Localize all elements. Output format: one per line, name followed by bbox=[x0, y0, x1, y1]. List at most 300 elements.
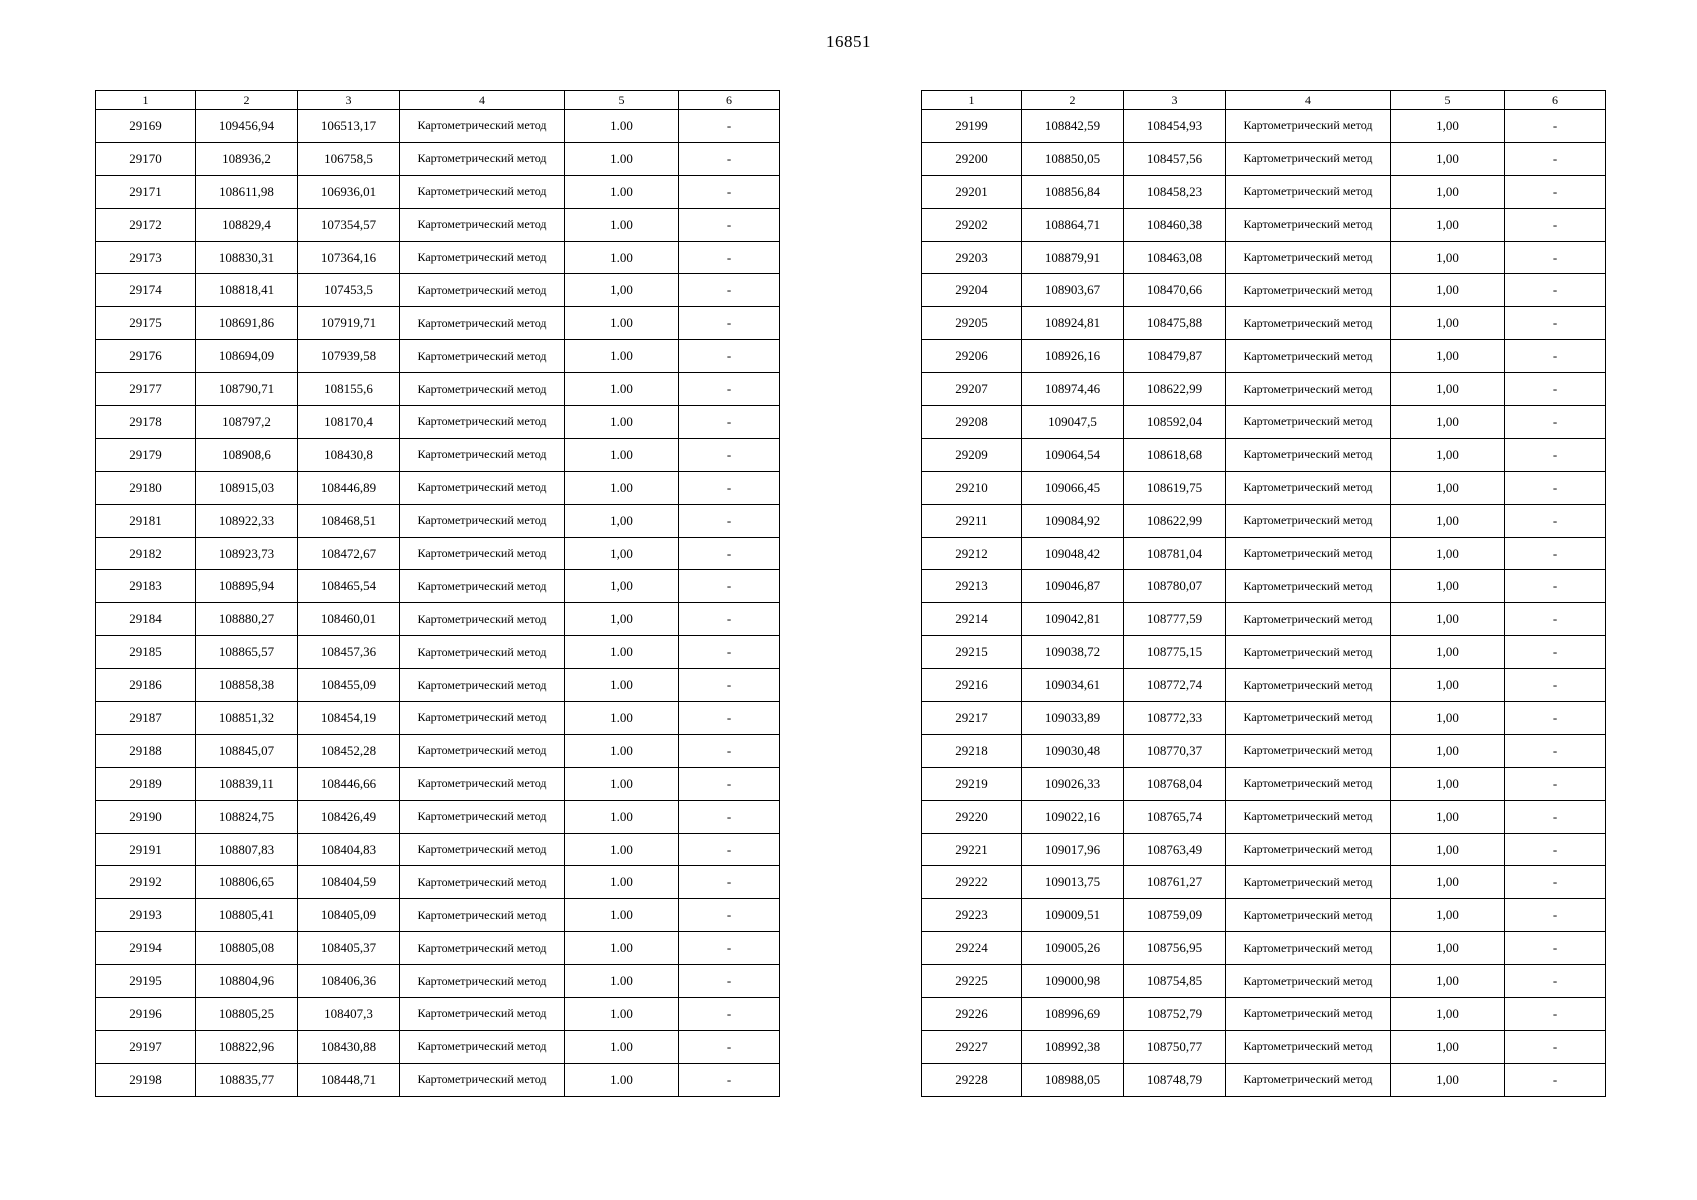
y-coordinate-cell: 108777,59 bbox=[1124, 603, 1226, 636]
point-number-cell: 29180 bbox=[96, 471, 196, 504]
point-number-cell: 29194 bbox=[96, 932, 196, 965]
note-cell: - bbox=[679, 406, 780, 439]
point-number-cell: 29205 bbox=[922, 307, 1022, 340]
x-coordinate-cell: 108850,05 bbox=[1022, 142, 1124, 175]
accuracy-cell: 1.00 bbox=[565, 142, 679, 175]
table-header bbox=[922, 91, 1606, 110]
accuracy-cell: 1,00 bbox=[1391, 110, 1505, 143]
note-cell: - bbox=[1505, 373, 1606, 406]
table-row bbox=[96, 110, 780, 143]
method-cell: Картометрический метод bbox=[1226, 274, 1391, 307]
x-coordinate-cell: 109046,87 bbox=[1022, 570, 1124, 603]
y-coordinate-cell: 108770,37 bbox=[1124, 734, 1226, 767]
accuracy-cell: 1.00 bbox=[565, 800, 679, 833]
table-row bbox=[96, 307, 780, 340]
accuracy-cell: 1,00 bbox=[1391, 208, 1505, 241]
note-cell: - bbox=[1505, 175, 1606, 208]
table-row bbox=[96, 702, 780, 735]
y-coordinate-cell: 108406,36 bbox=[298, 965, 400, 998]
accuracy-cell: 1.00 bbox=[565, 767, 679, 800]
column-header-4: 4 bbox=[400, 91, 565, 110]
point-number-cell: 29185 bbox=[96, 636, 196, 669]
x-coordinate-cell: 109042,81 bbox=[1022, 603, 1124, 636]
y-coordinate-cell: 108463,08 bbox=[1124, 241, 1226, 274]
accuracy-cell: 1,00 bbox=[1391, 702, 1505, 735]
method-cell: Картометрический метод bbox=[400, 800, 565, 833]
x-coordinate-cell: 108691,86 bbox=[196, 307, 298, 340]
method-cell: Картометрический метод bbox=[400, 142, 565, 175]
table-row bbox=[922, 438, 1606, 471]
method-cell: Картометрический метод bbox=[400, 833, 565, 866]
point-number-cell: 29176 bbox=[96, 340, 196, 373]
x-coordinate-cell: 108804,96 bbox=[196, 965, 298, 998]
table-row bbox=[922, 603, 1606, 636]
accuracy-cell: 1.00 bbox=[565, 833, 679, 866]
accuracy-cell: 1.00 bbox=[565, 1030, 679, 1063]
note-cell: - bbox=[1505, 142, 1606, 175]
note-cell: - bbox=[1505, 406, 1606, 439]
y-coordinate-cell: 108448,71 bbox=[298, 1063, 400, 1096]
x-coordinate-cell: 108806,65 bbox=[196, 866, 298, 899]
y-coordinate-cell: 108775,15 bbox=[1124, 636, 1226, 669]
x-coordinate-cell: 108879,91 bbox=[1022, 241, 1124, 274]
y-coordinate-cell: 108768,04 bbox=[1124, 767, 1226, 800]
table-row bbox=[96, 603, 780, 636]
x-coordinate-cell: 108829,4 bbox=[196, 208, 298, 241]
table-row bbox=[96, 866, 780, 899]
column-header-6: 6 bbox=[1505, 91, 1606, 110]
note-cell: - bbox=[1505, 340, 1606, 373]
table-row bbox=[922, 702, 1606, 735]
x-coordinate-cell: 108936,2 bbox=[196, 142, 298, 175]
x-coordinate-cell: 108895,94 bbox=[196, 570, 298, 603]
point-number-cell: 29221 bbox=[922, 833, 1022, 866]
table-row bbox=[96, 340, 780, 373]
point-number-cell: 29193 bbox=[96, 899, 196, 932]
accuracy-cell: 1,00 bbox=[1391, 537, 1505, 570]
x-coordinate-cell: 108926,16 bbox=[1022, 340, 1124, 373]
point-number-cell: 29189 bbox=[96, 767, 196, 800]
point-number-cell: 29187 bbox=[96, 702, 196, 735]
method-cell: Картометрический метод bbox=[400, 340, 565, 373]
point-number-cell: 29177 bbox=[96, 373, 196, 406]
accuracy-cell: 1,00 bbox=[1391, 504, 1505, 537]
table-row bbox=[96, 142, 780, 175]
method-cell: Картометрический метод bbox=[1226, 734, 1391, 767]
column-header-6: 6 bbox=[679, 91, 780, 110]
y-coordinate-cell: 108754,85 bbox=[1124, 965, 1226, 998]
point-number-cell: 29191 bbox=[96, 833, 196, 866]
method-cell: Картометрический метод bbox=[1226, 504, 1391, 537]
note-cell: - bbox=[1505, 1063, 1606, 1096]
point-number-cell: 29181 bbox=[96, 504, 196, 537]
method-cell: Картометрический метод bbox=[1226, 241, 1391, 274]
table-row bbox=[96, 767, 780, 800]
accuracy-cell: 1,00 bbox=[1391, 570, 1505, 603]
table-row bbox=[922, 142, 1606, 175]
y-coordinate-cell: 108454,93 bbox=[1124, 110, 1226, 143]
x-coordinate-cell: 108824,75 bbox=[196, 800, 298, 833]
note-cell: - bbox=[1505, 899, 1606, 932]
table-row bbox=[96, 570, 780, 603]
y-coordinate-cell: 108748,79 bbox=[1124, 1063, 1226, 1096]
table-header bbox=[96, 91, 780, 110]
note-cell: - bbox=[679, 471, 780, 504]
table-row bbox=[96, 734, 780, 767]
y-coordinate-cell: 108405,09 bbox=[298, 899, 400, 932]
note-cell: - bbox=[679, 767, 780, 800]
accuracy-cell: 1,00 bbox=[1391, 406, 1505, 439]
y-coordinate-cell: 108752,79 bbox=[1124, 998, 1226, 1031]
x-coordinate-cell: 108923,73 bbox=[196, 537, 298, 570]
x-coordinate-cell: 108851,32 bbox=[196, 702, 298, 735]
y-coordinate-cell: 108405,37 bbox=[298, 932, 400, 965]
accuracy-cell: 1,00 bbox=[1391, 800, 1505, 833]
accuracy-cell: 1,00 bbox=[1391, 307, 1505, 340]
method-cell: Картометрический метод bbox=[400, 1030, 565, 1063]
column-header-4: 4 bbox=[1226, 91, 1391, 110]
table-row bbox=[922, 406, 1606, 439]
y-coordinate-cell: 108472,67 bbox=[298, 537, 400, 570]
table-row bbox=[922, 932, 1606, 965]
note-cell: - bbox=[1505, 504, 1606, 537]
accuracy-cell: 1,00 bbox=[1391, 998, 1505, 1031]
note-cell: - bbox=[679, 932, 780, 965]
method-cell: Картометрический метод bbox=[1226, 175, 1391, 208]
accuracy-cell: 1.00 bbox=[565, 636, 679, 669]
header-row bbox=[96, 91, 780, 110]
table-row bbox=[96, 504, 780, 537]
method-cell: Картометрический метод bbox=[1226, 932, 1391, 965]
method-cell: Картометрический метод bbox=[400, 734, 565, 767]
note-cell: - bbox=[1505, 438, 1606, 471]
note-cell: - bbox=[1505, 603, 1606, 636]
table-row bbox=[96, 1063, 780, 1096]
column-header-2: 2 bbox=[196, 91, 298, 110]
x-coordinate-cell: 108856,84 bbox=[1022, 175, 1124, 208]
table-row bbox=[96, 373, 780, 406]
point-number-cell: 29197 bbox=[96, 1030, 196, 1063]
method-cell: Картометрический метод bbox=[1226, 998, 1391, 1031]
y-coordinate-cell: 107364,16 bbox=[298, 241, 400, 274]
y-coordinate-cell: 106936,01 bbox=[298, 175, 400, 208]
table-row bbox=[922, 669, 1606, 702]
note-cell: - bbox=[679, 438, 780, 471]
column-header-5: 5 bbox=[565, 91, 679, 110]
column-header-1: 1 bbox=[96, 91, 196, 110]
point-number-cell: 29218 bbox=[922, 734, 1022, 767]
y-coordinate-cell: 108772,74 bbox=[1124, 669, 1226, 702]
point-number-cell: 29215 bbox=[922, 636, 1022, 669]
y-coordinate-cell: 108430,88 bbox=[298, 1030, 400, 1063]
x-coordinate-cell: 108797,2 bbox=[196, 406, 298, 439]
table-row bbox=[922, 175, 1606, 208]
method-cell: Картометрический метод bbox=[1226, 800, 1391, 833]
method-cell: Картометрический метод bbox=[1226, 570, 1391, 603]
x-coordinate-cell: 108845,07 bbox=[196, 734, 298, 767]
x-coordinate-cell: 108830,31 bbox=[196, 241, 298, 274]
y-coordinate-cell: 108470,66 bbox=[1124, 274, 1226, 307]
point-number-cell: 29209 bbox=[922, 438, 1022, 471]
table-row bbox=[922, 734, 1606, 767]
accuracy-cell: 1.00 bbox=[565, 734, 679, 767]
method-cell: Картометрический метод bbox=[400, 175, 565, 208]
note-cell: - bbox=[679, 142, 780, 175]
table-row bbox=[922, 965, 1606, 998]
y-coordinate-cell: 108475,88 bbox=[1124, 307, 1226, 340]
method-cell: Картометрический метод bbox=[1226, 438, 1391, 471]
method-cell: Картометрический метод bbox=[1226, 537, 1391, 570]
point-number-cell: 29217 bbox=[922, 702, 1022, 735]
method-cell: Картометрический метод bbox=[400, 471, 565, 504]
accuracy-cell: 1,00 bbox=[1391, 1063, 1505, 1096]
x-coordinate-cell: 108694,09 bbox=[196, 340, 298, 373]
table-row bbox=[922, 1063, 1606, 1096]
x-coordinate-cell: 108839,11 bbox=[196, 767, 298, 800]
x-coordinate-cell: 108805,08 bbox=[196, 932, 298, 965]
table-row bbox=[922, 471, 1606, 504]
x-coordinate-cell: 108858,38 bbox=[196, 669, 298, 702]
accuracy-cell: 1.00 bbox=[565, 406, 679, 439]
x-coordinate-cell: 109456,94 bbox=[196, 110, 298, 143]
note-cell: - bbox=[679, 1030, 780, 1063]
point-number-cell: 29196 bbox=[96, 998, 196, 1031]
note-cell: - bbox=[1505, 669, 1606, 702]
point-number-cell: 29204 bbox=[922, 274, 1022, 307]
table-row bbox=[922, 274, 1606, 307]
x-coordinate-cell: 109048,42 bbox=[1022, 537, 1124, 570]
y-coordinate-cell: 108460,01 bbox=[298, 603, 400, 636]
method-cell: Картометрический метод bbox=[400, 932, 565, 965]
note-cell: - bbox=[1505, 208, 1606, 241]
table-row bbox=[922, 307, 1606, 340]
y-coordinate-cell: 108622,99 bbox=[1124, 373, 1226, 406]
accuracy-cell: 1.00 bbox=[565, 965, 679, 998]
point-number-cell: 29201 bbox=[922, 175, 1022, 208]
table-row bbox=[922, 767, 1606, 800]
method-cell: Картометрический метод bbox=[1226, 340, 1391, 373]
point-number-cell: 29224 bbox=[922, 932, 1022, 965]
note-cell: - bbox=[1505, 1030, 1606, 1063]
header-row bbox=[922, 91, 1606, 110]
table-row bbox=[96, 406, 780, 439]
method-cell: Картометрический метод bbox=[400, 406, 565, 439]
column-header-2: 2 bbox=[1022, 91, 1124, 110]
note-cell: - bbox=[679, 866, 780, 899]
table-row bbox=[96, 965, 780, 998]
point-number-cell: 29228 bbox=[922, 1063, 1022, 1096]
method-cell: Картометрический метод bbox=[1226, 866, 1391, 899]
method-cell: Картометрический метод bbox=[400, 110, 565, 143]
table-row bbox=[96, 669, 780, 702]
y-coordinate-cell: 108772,33 bbox=[1124, 702, 1226, 735]
method-cell: Картометрический метод bbox=[1226, 669, 1391, 702]
table-row bbox=[96, 274, 780, 307]
method-cell: Картометрический метод bbox=[400, 603, 565, 636]
x-coordinate-cell: 109047,5 bbox=[1022, 406, 1124, 439]
x-coordinate-cell: 108611,98 bbox=[196, 175, 298, 208]
point-number-cell: 29220 bbox=[922, 800, 1022, 833]
x-coordinate-cell: 109000,98 bbox=[1022, 965, 1124, 998]
note-cell: - bbox=[1505, 570, 1606, 603]
y-coordinate-cell: 108426,49 bbox=[298, 800, 400, 833]
table-body bbox=[96, 110, 780, 1097]
method-cell: Картометрический метод bbox=[400, 669, 565, 702]
accuracy-cell: 1.00 bbox=[565, 438, 679, 471]
table-row bbox=[96, 800, 780, 833]
table-row bbox=[96, 438, 780, 471]
table-row bbox=[96, 208, 780, 241]
accuracy-cell: 1,00 bbox=[1391, 833, 1505, 866]
accuracy-cell: 1,00 bbox=[565, 537, 679, 570]
y-coordinate-cell: 108756,95 bbox=[1124, 932, 1226, 965]
point-number-cell: 29192 bbox=[96, 866, 196, 899]
y-coordinate-cell: 108404,59 bbox=[298, 866, 400, 899]
y-coordinate-cell: 108404,83 bbox=[298, 833, 400, 866]
y-coordinate-cell: 108618,68 bbox=[1124, 438, 1226, 471]
note-cell: - bbox=[1505, 998, 1606, 1031]
point-number-cell: 29174 bbox=[96, 274, 196, 307]
accuracy-cell: 1,00 bbox=[1391, 603, 1505, 636]
table-row bbox=[922, 373, 1606, 406]
table-body bbox=[922, 110, 1606, 1097]
method-cell: Картометрический метод bbox=[400, 767, 565, 800]
point-number-cell: 29182 bbox=[96, 537, 196, 570]
point-number-cell: 29227 bbox=[922, 1030, 1022, 1063]
point-number-cell: 29200 bbox=[922, 142, 1022, 175]
method-cell: Картометрический метод bbox=[1226, 965, 1391, 998]
y-coordinate-cell: 108452,28 bbox=[298, 734, 400, 767]
y-coordinate-cell: 108455,09 bbox=[298, 669, 400, 702]
accuracy-cell: 1.00 bbox=[565, 340, 679, 373]
column-header-3: 3 bbox=[1124, 91, 1226, 110]
page-number: 16851 bbox=[826, 32, 871, 51]
method-cell: Картометрический метод bbox=[1226, 471, 1391, 504]
note-cell: - bbox=[679, 373, 780, 406]
method-cell: Картометрический метод bbox=[400, 504, 565, 537]
note-cell: - bbox=[679, 800, 780, 833]
y-coordinate-cell: 108465,54 bbox=[298, 570, 400, 603]
x-coordinate-cell: 108880,27 bbox=[196, 603, 298, 636]
point-number-cell: 29199 bbox=[922, 110, 1022, 143]
method-cell: Картометрический метод bbox=[1226, 636, 1391, 669]
table-row bbox=[96, 1030, 780, 1063]
y-coordinate-cell: 108750,77 bbox=[1124, 1030, 1226, 1063]
accuracy-cell: 1,00 bbox=[1391, 142, 1505, 175]
table-row bbox=[922, 998, 1606, 1031]
x-coordinate-cell: 108922,33 bbox=[196, 504, 298, 537]
note-cell: - bbox=[679, 537, 780, 570]
y-coordinate-cell: 108446,89 bbox=[298, 471, 400, 504]
note-cell: - bbox=[1505, 636, 1606, 669]
method-cell: Картометрический метод bbox=[1226, 899, 1391, 932]
table-row bbox=[922, 110, 1606, 143]
x-coordinate-cell: 109033,89 bbox=[1022, 702, 1124, 735]
point-number-cell: 29212 bbox=[922, 537, 1022, 570]
table-row bbox=[922, 208, 1606, 241]
y-coordinate-cell: 106758,5 bbox=[298, 142, 400, 175]
accuracy-cell: 1.00 bbox=[565, 241, 679, 274]
accuracy-cell: 1,00 bbox=[1391, 175, 1505, 208]
accuracy-cell: 1,00 bbox=[565, 504, 679, 537]
point-number-cell: 29206 bbox=[922, 340, 1022, 373]
method-cell: Картометрический метод bbox=[1226, 373, 1391, 406]
accuracy-cell: 1,00 bbox=[1391, 241, 1505, 274]
accuracy-cell: 1,00 bbox=[565, 570, 679, 603]
point-number-cell: 29172 bbox=[96, 208, 196, 241]
y-coordinate-cell: 108468,51 bbox=[298, 504, 400, 537]
note-cell: - bbox=[1505, 734, 1606, 767]
note-cell: - bbox=[1505, 241, 1606, 274]
table-row bbox=[922, 1030, 1606, 1063]
note-cell: - bbox=[679, 241, 780, 274]
table-row bbox=[96, 471, 780, 504]
coordinates-table-right bbox=[921, 90, 1606, 1097]
x-coordinate-cell: 109066,45 bbox=[1022, 471, 1124, 504]
x-coordinate-cell: 109017,96 bbox=[1022, 833, 1124, 866]
method-cell: Картометрический метод bbox=[1226, 1030, 1391, 1063]
table-row bbox=[96, 833, 780, 866]
accuracy-cell: 1.00 bbox=[565, 471, 679, 504]
point-number-cell: 29171 bbox=[96, 175, 196, 208]
point-number-cell: 29214 bbox=[922, 603, 1022, 636]
point-number-cell: 29219 bbox=[922, 767, 1022, 800]
method-cell: Картометрический метод bbox=[400, 537, 565, 570]
x-coordinate-cell: 109026,33 bbox=[1022, 767, 1124, 800]
method-cell: Картометрический метод bbox=[400, 208, 565, 241]
table-row bbox=[922, 504, 1606, 537]
x-coordinate-cell: 108805,25 bbox=[196, 998, 298, 1031]
note-cell: - bbox=[1505, 932, 1606, 965]
note-cell: - bbox=[679, 208, 780, 241]
note-cell: - bbox=[679, 504, 780, 537]
accuracy-cell: 1,00 bbox=[1391, 438, 1505, 471]
y-coordinate-cell: 108761,27 bbox=[1124, 866, 1226, 899]
y-coordinate-cell: 107453,5 bbox=[298, 274, 400, 307]
accuracy-cell: 1,00 bbox=[565, 274, 679, 307]
table-row bbox=[922, 340, 1606, 373]
table-row bbox=[96, 175, 780, 208]
note-cell: - bbox=[679, 899, 780, 932]
accuracy-cell: 1,00 bbox=[1391, 669, 1505, 702]
y-coordinate-cell: 108454,19 bbox=[298, 702, 400, 735]
table-row bbox=[922, 899, 1606, 932]
y-coordinate-cell: 106513,17 bbox=[298, 110, 400, 143]
method-cell: Картометрический метод bbox=[400, 702, 565, 735]
accuracy-cell: 1,00 bbox=[1391, 932, 1505, 965]
column-header-5: 5 bbox=[1391, 91, 1505, 110]
note-cell: - bbox=[679, 307, 780, 340]
x-coordinate-cell: 108805,41 bbox=[196, 899, 298, 932]
x-coordinate-cell: 108790,71 bbox=[196, 373, 298, 406]
note-cell: - bbox=[1505, 274, 1606, 307]
method-cell: Картометрический метод bbox=[400, 866, 565, 899]
table-row bbox=[96, 899, 780, 932]
point-number-cell: 29211 bbox=[922, 504, 1022, 537]
x-coordinate-cell: 108988,05 bbox=[1022, 1063, 1124, 1096]
x-coordinate-cell: 108842,59 bbox=[1022, 110, 1124, 143]
method-cell: Картометрический метод bbox=[400, 998, 565, 1031]
note-cell: - bbox=[679, 175, 780, 208]
x-coordinate-cell: 108864,71 bbox=[1022, 208, 1124, 241]
point-number-cell: 29175 bbox=[96, 307, 196, 340]
column-header-3: 3 bbox=[298, 91, 400, 110]
table-row bbox=[922, 833, 1606, 866]
accuracy-cell: 1,00 bbox=[1391, 1030, 1505, 1063]
method-cell: Картометрический метод bbox=[1226, 142, 1391, 175]
accuracy-cell: 1,00 bbox=[565, 603, 679, 636]
method-cell: Картометрический метод bbox=[400, 636, 565, 669]
